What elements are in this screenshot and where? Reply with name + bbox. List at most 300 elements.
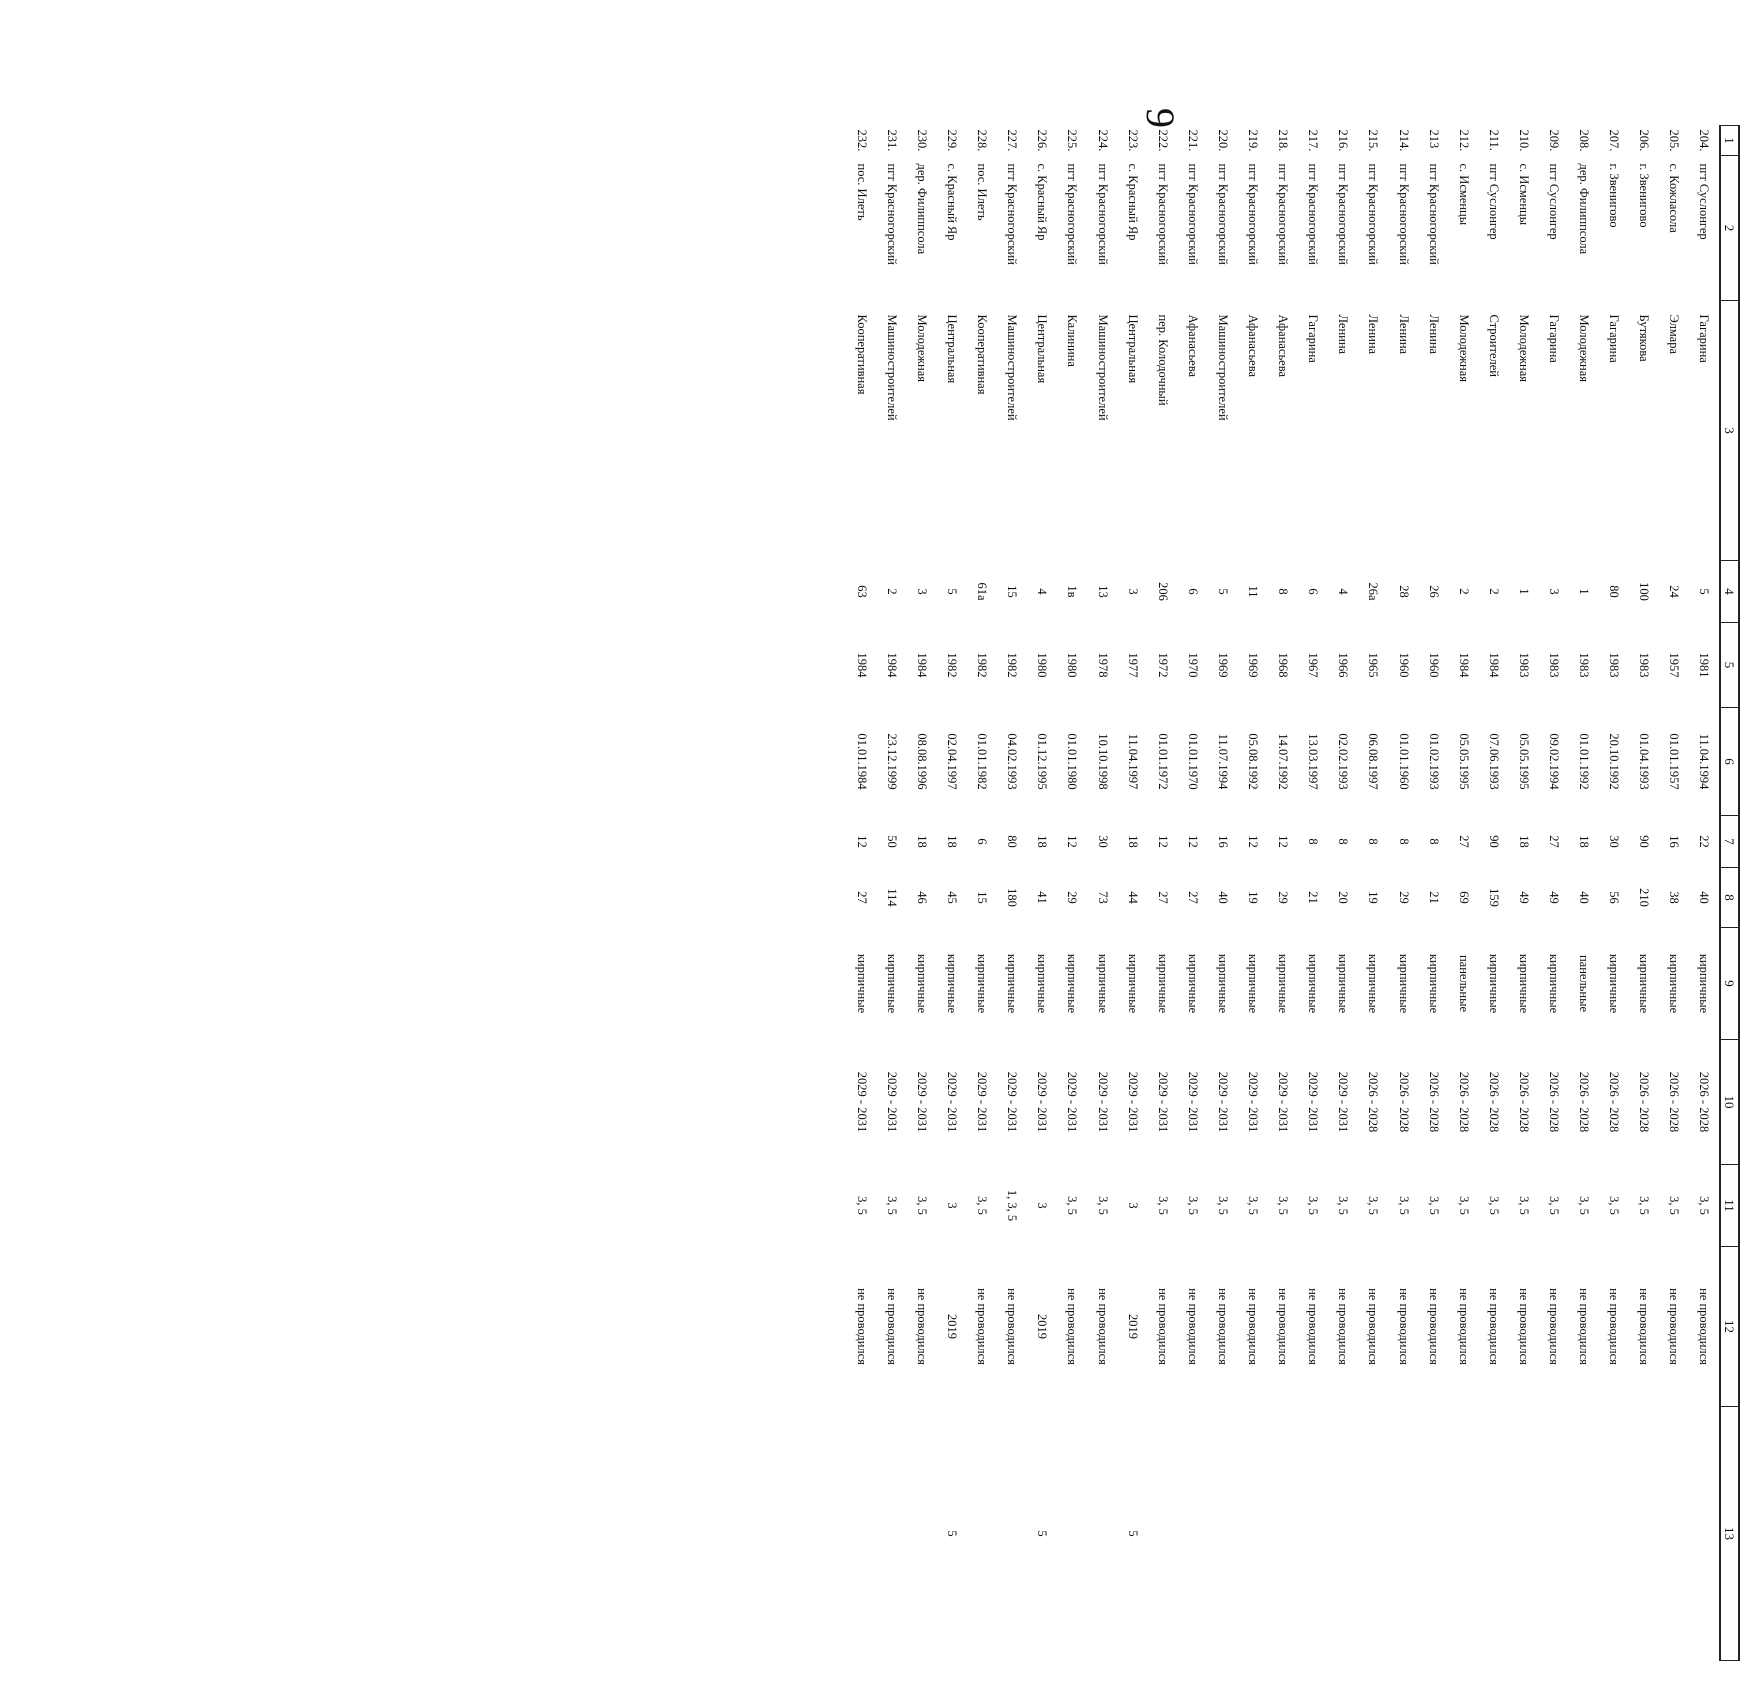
table-cell: 226. [1035,129,1050,152]
table-cell: 2029 - 2031 [1155,1071,1170,1133]
table-cell: 230. [915,129,930,152]
table-cell [1508,1407,1538,1661]
table-cell: не проводился [1396,1288,1411,1365]
table-cell: 229. [945,129,960,152]
table-cell: 18 [915,835,930,848]
column-header: 7 [1720,816,1739,868]
table-row [1418,126,1448,1661]
table-cell: 227. [1005,129,1020,152]
table-cell [1388,1407,1418,1661]
table-cell: 2026 - 2028 [1697,1071,1712,1133]
table-cell: 219. [1246,129,1261,152]
table-cell: не проводился [1667,1288,1682,1365]
table-cell: г. Звенигово [1637,163,1652,228]
table-cell [1599,1407,1629,1661]
table-cell: 2029 - 2031 [884,1071,899,1133]
table-cell: 63 [854,585,869,598]
table-cell: Элмара [1667,314,1682,354]
table-cell: 2026 - 2028 [1637,1071,1652,1133]
table-cell: 04.02.1993 [1005,733,1020,790]
table-cell: 2 [1456,588,1471,595]
table-cell: 5 [1697,588,1712,595]
table-cell: 45 [945,891,960,904]
table-cell: 222. [1155,129,1170,152]
table-row [846,126,876,1661]
table-row [997,126,1027,1661]
table-cell: 100 [1637,582,1652,601]
table-cell: 06.08.1997 [1366,733,1381,790]
table-cell: 3, 5 [1426,1196,1441,1215]
table-cell: 02.04.1997 [945,733,960,790]
table-cell: 20.10.1992 [1607,733,1622,790]
table-cell: не проводился [1276,1288,1291,1365]
table-cell: не проводился [1095,1288,1110,1365]
table-cell: 01.01.1992 [1577,733,1592,790]
table-cell: 3, 5 [915,1196,930,1215]
table-cell: кирпичные [1155,953,1170,1014]
page-number: 9 [1138,108,1183,128]
table-cell: 1983 [1607,652,1622,678]
table-cell: 8 [1396,838,1411,845]
column-header: 8 [1720,868,1739,928]
table-cell: 3, 5 [1336,1196,1351,1215]
table-row [1569,126,1599,1661]
table-cell: кирпичные [884,953,899,1014]
table-cell: 8 [1306,838,1321,845]
table-cell: не проводился [1577,1288,1592,1365]
table-cell [1358,1407,1388,1661]
table-row [1388,126,1418,1661]
table-cell: 215. [1366,129,1381,152]
table-cell: не проводился [1366,1288,1381,1365]
table-cell: 2029 - 2031 [1276,1071,1291,1133]
table-cell: 213 [1426,129,1441,149]
column-header: 6 [1720,708,1739,816]
table-cell: 01.04.1993 [1637,733,1652,790]
table-cell: кирпичные [854,953,869,1014]
column-header: 13 [1720,1407,1739,1661]
table-cell: 2026 - 2028 [1546,1071,1561,1133]
table-cell: Афанасьева [1246,314,1261,378]
table-cell: 3, 5 [975,1196,990,1215]
table-cell: 2029 - 2031 [915,1071,930,1133]
column-header: 11 [1720,1165,1739,1247]
table-cell: пгт Красногорский [1065,163,1080,265]
table-cell: Молодежная [1456,314,1471,383]
table-cell: 1980 [1065,652,1080,678]
table-cell: 50 [884,835,899,848]
table-cell: 1960 [1426,652,1441,678]
table-cell: 225. [1065,129,1080,152]
table-cell: не проводился [1456,1288,1471,1365]
table-cell: 01.01.1960 [1396,733,1411,790]
table-cell [1569,1407,1599,1661]
table-cell: кирпичные [1035,953,1050,1014]
table-cell: 01.01.1982 [975,733,990,790]
table-cell: кирпичные [1336,953,1351,1014]
table-cell: 08.08.1996 [915,733,930,790]
table-cell: с. Исменцы [1516,163,1531,226]
table-cell: 1957 [1667,652,1682,678]
table-cell: кирпичные [915,953,930,1014]
table-cell [1478,1407,1508,1661]
table-cell [1298,1407,1328,1661]
table-cell: 5 [1125,1530,1140,1537]
table-cell: пгт Суслонгер [1546,163,1561,240]
table-cell: 1983 [1637,652,1652,678]
table-cell: 2029 - 2031 [1215,1071,1230,1133]
table-cell: не проводился [1336,1288,1351,1365]
table-row [1659,126,1689,1661]
table-cell: 3, 5 [1667,1196,1682,1215]
column-header: 2 [1720,156,1739,301]
table-row [876,126,906,1661]
table-cell: 16 [1215,835,1230,848]
table-cell: 2029 - 2031 [975,1071,990,1133]
table-cell: кирпичные [1215,953,1230,1014]
table-cell: не проводился [1546,1288,1561,1365]
table-cell: 3 [1546,588,1561,595]
table-cell: 26 [1426,585,1441,598]
table-cell: Гагарина [1306,314,1321,363]
table-cell [1689,1407,1720,1661]
table-cell: 2029 - 2031 [1005,1071,1020,1133]
table-cell: 209. [1546,129,1561,152]
table-cell: 2026 - 2028 [1577,1071,1592,1133]
table-cell: пер. Колодочный [1155,314,1170,406]
table-cell: 12 [1065,835,1080,848]
table-row [1268,126,1298,1661]
table-cell: 5 [945,1530,960,1537]
table-cell: 15 [1005,585,1020,598]
table-cell [997,1407,1027,1661]
table-cell: Бутякова [1637,314,1652,362]
table-cell: 3, 5 [1155,1196,1170,1215]
table-cell: не проводился [915,1288,930,1365]
table-cell: 20 [1336,891,1351,904]
table-cell: Гагарина [1607,314,1622,363]
table-cell: 27 [1185,891,1200,904]
table-cell: с. Красный Яр [945,163,960,241]
table-cell: Машиностроителей [1005,314,1020,421]
table-cell: пгт Красногорский [1155,163,1170,265]
table-cell [1448,1407,1478,1661]
table-cell: 3, 5 [1546,1196,1561,1215]
table-cell: не проводился [1005,1288,1020,1365]
table-body [846,126,1720,1661]
table-cell: 1968 [1276,652,1291,678]
table-row [1538,126,1568,1661]
table-cell: 46 [915,891,930,904]
table-cell: 15 [975,891,990,904]
table-cell: кирпичные [1546,953,1561,1014]
table-cell: 07.06.1993 [1486,733,1501,790]
table-cell: 02.02.1993 [1336,733,1351,790]
table-cell: 49 [1516,891,1531,904]
table-cell: 19 [1246,891,1261,904]
table-cell: 40 [1577,891,1592,904]
table-cell: 1984 [1486,652,1501,678]
table-cell: 01.01.1957 [1667,733,1682,790]
table-cell: 41 [1035,891,1050,904]
table-cell: 2026 - 2028 [1426,1071,1441,1133]
table-cell: панельные [1456,954,1471,1013]
table-cell: 69 [1456,891,1471,904]
table-cell: 3, 5 [1577,1196,1592,1215]
table-cell: 12 [1246,835,1261,848]
table-row [1689,126,1720,1661]
table-cell: пгт Суслонгер [1486,163,1501,240]
table-row [1027,126,1057,1661]
table-cell: 210 [1637,888,1652,907]
table-cell: 3 [1035,1202,1050,1209]
table-cell: не проводился [1486,1288,1501,1365]
table-cell: 5 [945,588,960,595]
table-cell: пгт Красногорский [1306,163,1321,265]
table-cell: 211. [1486,129,1501,151]
table-cell: 90 [1486,835,1501,848]
table-cell: 2026 - 2028 [1366,1071,1381,1133]
table-cell [1147,1407,1177,1661]
table-cell: 05.05.1995 [1516,733,1531,790]
table-cell: 1970 [1185,652,1200,678]
table-cell: Ленина [1396,314,1411,355]
table-cell: 30 [1607,835,1622,848]
table-cell: 2019 [945,1314,960,1339]
table-cell: 6 [975,838,990,845]
table-row [937,126,967,1661]
table-row [967,126,997,1661]
table-cell: 1984 [854,652,869,678]
table-cell: 09.02.1994 [1546,733,1561,790]
table-cell: 3, 5 [1185,1196,1200,1215]
table-cell: 61а [975,582,990,601]
table-cell: 28 [1396,585,1411,598]
table-cell: 4 [1035,588,1050,595]
table-cell: 3, 5 [1276,1196,1291,1215]
table-cell: кирпичные [1005,953,1020,1014]
table-cell: кирпичные [1637,953,1652,1014]
table-cell: 3, 5 [1246,1196,1261,1215]
table-cell: 4 [1336,588,1351,595]
table-row [1238,126,1268,1661]
table-cell: 3, 5 [1486,1196,1501,1215]
table-cell: 12 [1155,835,1170,848]
table-cell: 27 [1155,891,1170,904]
table-cell: кирпичные [1607,953,1622,1014]
table-cell: 1966 [1336,652,1351,678]
table-cell: 13 [1095,585,1110,598]
table-cell: 2029 - 2031 [1185,1071,1200,1133]
table-cell: 3, 5 [1095,1196,1110,1215]
table-cell: 38 [1667,891,1682,904]
table-cell: 1982 [975,652,990,678]
table-cell: 27 [1546,835,1561,848]
table-cell: 3, 5 [1396,1196,1411,1215]
table-cell: Молодежная [1516,314,1531,383]
table-cell: 40 [1697,891,1712,904]
table-cell: 218. [1276,129,1291,152]
table-cell: 1984 [1456,652,1471,678]
table-cell: 56 [1607,891,1622,904]
table-cell: пгт Красногорский [1215,163,1230,265]
table-cell: пгт Красногорский [1396,163,1411,265]
table-cell: Афанасьева [1185,314,1200,378]
table-cell: 1972 [1155,652,1170,678]
table-cell: не проводился [975,1288,990,1365]
table-cell: 05.05.1995 [1456,733,1471,790]
table-cell: 23.12.1999 [884,733,899,790]
table-cell [1328,1407,1358,1661]
table-cell: 1965 [1366,652,1381,678]
table-row [1057,126,1087,1661]
table-cell: 1 [1577,588,1592,595]
table-cell: 228. [975,129,990,152]
table-cell: 24 [1667,585,1682,598]
table-cell: 44 [1125,891,1140,904]
table-cell: не проводился [1185,1288,1200,1365]
table-cell: г. Звенигово [1607,163,1622,228]
column-header: 3 [1720,301,1739,561]
table-cell: не проводился [1065,1288,1080,1365]
table-cell: с. Кожласола [1667,163,1682,233]
table-cell: Ленина [1336,314,1351,355]
table-cell: кирпичные [1486,953,1501,1014]
table-cell: 3, 5 [1516,1196,1531,1215]
table-cell: 3, 5 [1456,1196,1471,1215]
table-cell: 80 [1607,585,1622,598]
table-cell: 21 [1426,891,1441,904]
table-cell: Молодежная [1577,314,1592,383]
table-cell: 217. [1306,129,1321,152]
table-cell: 2029 - 2031 [945,1071,960,1133]
table-cell: пос. Илеть [975,163,990,221]
table-cell: 3, 5 [1697,1196,1712,1215]
table-cell: кирпичные [1697,953,1712,1014]
table-cell: 232. [854,129,869,152]
table-cell: 220. [1215,129,1230,152]
table-cell: 12 [1185,835,1200,848]
table-cell: 3, 5 [854,1196,869,1215]
table-cell: 13.03.1997 [1306,733,1321,790]
table-cell: 16 [1667,835,1682,848]
table-cell [846,1407,876,1661]
table-cell: не проводился [1607,1288,1622,1365]
table-cell [1629,1407,1659,1661]
table-cell: 1982 [945,652,960,678]
table-cell: 49 [1546,891,1561,904]
table-cell: не проводился [1215,1288,1230,1365]
buildings-table [846,125,1740,1661]
column-header: 1 [1720,126,1739,156]
table-cell [1238,1407,1268,1661]
table-cell: 2029 - 2031 [1035,1071,1050,1133]
table-cell: с. Красный Яр [1125,163,1140,241]
table-cell: 8 [1276,588,1291,595]
table-cell: 1в [1065,585,1080,598]
table-cell: 159 [1486,888,1501,907]
table-cell: 1960 [1396,652,1411,678]
table-row [1177,126,1207,1661]
table-cell: 14.07.1992 [1276,733,1291,790]
table-cell: 12 [1276,835,1291,848]
table-cell: 80 [1005,835,1020,848]
table-row [1448,126,1478,1661]
table-cell: 18 [945,835,960,848]
table-cell: кирпичные [1095,953,1110,1014]
table-cell: Машиностроителей [884,314,899,421]
table-cell: 2029 - 2031 [1125,1071,1140,1133]
table-cell: 208. [1577,129,1592,152]
table-cell: 1, 3, 5 [1005,1189,1020,1222]
table-cell: не проводился [1155,1288,1170,1365]
table-row [1298,126,1328,1661]
table-cell: 205. [1667,129,1682,152]
table-cell: 90 [1637,835,1652,848]
table-cell: 1969 [1215,652,1230,678]
table-cell: Центральная [1125,314,1140,384]
table-cell: 2 [1486,588,1501,595]
table-cell: 11.07.1994 [1215,733,1230,790]
table-cell: 2029 - 2031 [1336,1071,1351,1133]
table-cell: Молодежная [915,314,930,383]
table-cell: 18 [1125,835,1140,848]
table-cell: 27 [1456,835,1471,848]
table-cell: Кооперативная [975,314,990,395]
table-cell: 1984 [884,652,899,678]
table-cell: 3, 5 [1065,1196,1080,1215]
table-cell: 6 [1185,588,1200,595]
table-cell: кирпичные [1366,953,1381,1014]
table-cell: 224. [1095,129,1110,152]
table-cell: 3, 5 [1607,1196,1622,1215]
table-cell: 1977 [1125,652,1140,678]
table-cell: 2029 - 2031 [1306,1071,1321,1133]
table-cell: 01.01.1972 [1155,733,1170,790]
table-cell: 2026 - 2028 [1607,1071,1622,1133]
rotated-page [846,125,1740,1660]
table-cell: Ленина [1426,314,1441,355]
table-cell: не проводился [1697,1288,1712,1365]
table-cell: 01.01.1970 [1185,733,1200,790]
table-cell: пгт Красногорский [1095,163,1110,265]
table-cell [876,1407,906,1661]
table-cell: пгт Красногорский [1336,163,1351,265]
table-cell: 3 [1125,588,1140,595]
table-cell: Кооперативная [854,314,869,395]
table-cell: 21 [1306,891,1321,904]
table-cell: пгт Красногорский [884,163,899,265]
table-cell: 1967 [1306,652,1321,678]
table-cell: 204. [1697,129,1712,152]
table-cell: 221. [1185,129,1200,152]
table-cell: 3 [1125,1202,1140,1209]
table-cell [1057,1407,1087,1661]
table-cell: 3, 5 [1637,1196,1652,1215]
table-cell: 29 [1065,891,1080,904]
table-cell: пгт Красногорский [1426,163,1441,265]
table-cell: 18 [1035,835,1050,848]
table-row [1328,126,1358,1661]
table-cell: 212. [1456,129,1471,152]
table-cell: кирпичные [1185,953,1200,1014]
table-cell: 29 [1396,891,1411,904]
column-header: 5 [1720,623,1739,708]
table-cell: 40 [1215,891,1230,904]
table-cell: кирпичные [1396,953,1411,1014]
table-cell: 01.02.1993 [1426,733,1441,790]
column-header: 4 [1720,561,1739,623]
